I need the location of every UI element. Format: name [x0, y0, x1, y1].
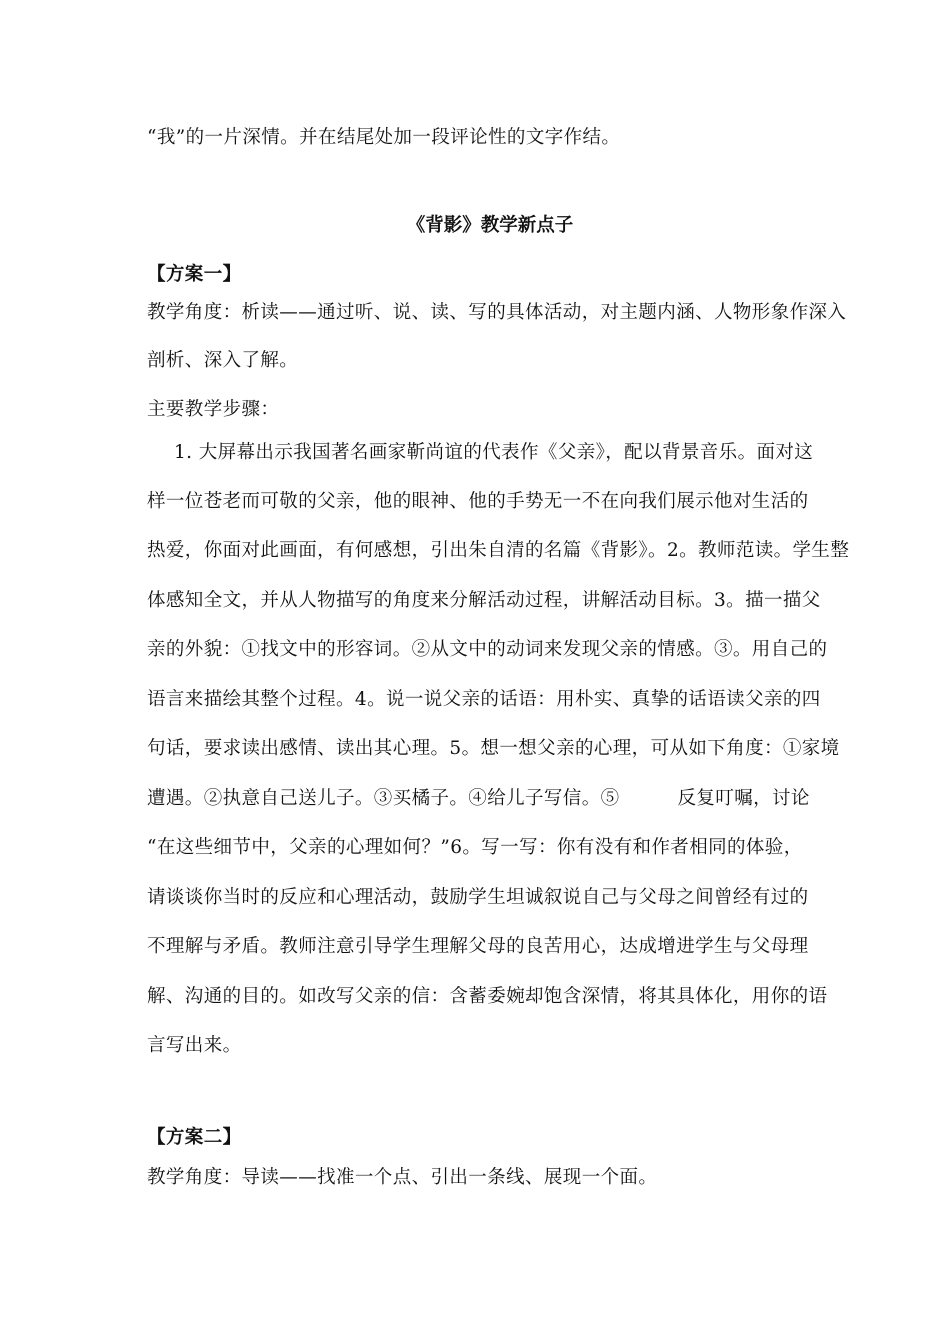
plan1-heading: 【方案一】: [147, 264, 242, 285]
plan1-body-line-part-b: 反复叮嘱，讨论: [677, 788, 810, 809]
plan1-body-line: 热爱，你面对此画面，有何感想，引出朱自清的名篇《背影》。2。教师范读。学生整: [147, 540, 850, 561]
plan1-body-line: 亲的外貌：①找文中的形容词。②从文中的动词来发现父亲的情感。③。用自己的: [147, 639, 828, 660]
plan1-body-line: 不理解与矛盾。教师注意引导学生理解父母的良苦用心，达成增进学生与父母理: [147, 936, 809, 957]
plan1-body-line: 请谈谈你当时的反应和心理活动，鼓励学生坦诚叙说自己与父母之间曾经有过的: [147, 887, 809, 908]
plan1-body-line: 言写出来。: [147, 1035, 242, 1056]
plan2-angle: 教学角度：导读——找准一个点、引出一条线、展现一个面。: [147, 1167, 658, 1188]
plan1-body-line: 1. 大屏幕出示我国著名画家靳尚谊的代表作《父亲》，配以背景音乐。面对这: [174, 442, 814, 463]
plan1-body-line: “在这些细节中，父亲的心理如何？”6。写一写：你有没有和作者相同的体验，: [147, 837, 803, 858]
plan2-heading: 【方案二】: [147, 1127, 242, 1148]
document-title: 《背影》教学新点子: [406, 215, 574, 236]
plan1-steps-label: 主要教学步骤：: [147, 399, 280, 420]
plan1-body-line-with-gap: [147, 786, 810, 812]
plan1-body-line: 句话，要求读出感情、读出其心理。5。想一想父亲的心理，可从如下角度：①家境: [147, 738, 840, 759]
intro-line: “我”的一片深情。并在结尾处加一段评论性的文字作结。: [147, 127, 621, 148]
plan1-body-line: 语言来描绘其整个过程。4。说一说父亲的话语：用朴实、真挚的话语读父亲的四: [147, 689, 821, 710]
plan1-body-line: 解、沟通的目的。如改写父亲的信：含蓄委婉却饱含深情，将其具体化，用你的语: [147, 986, 828, 1007]
plan1-angle-line1: 教学角度：析读——通过听、说、读、写的具体活动，对主题内涵、人物形象作深入: [147, 302, 847, 323]
plan1-body-line: 体感知全文，并从人物描写的角度来分解活动过程，讲解活动目标。3。描一描父: [147, 590, 821, 611]
plan1-body-line: 样一位苍老而可敬的父亲，他的眼神、他的手势无一不在向我们展示他对生活的: [147, 491, 809, 512]
plan1-angle-line2: 剖析、深入了解。: [147, 350, 299, 371]
plan1-body-line-part-a: 遭遇。②执意自己送儿子。③买橘子。④给儿子写信。⑤: [147, 788, 620, 809]
